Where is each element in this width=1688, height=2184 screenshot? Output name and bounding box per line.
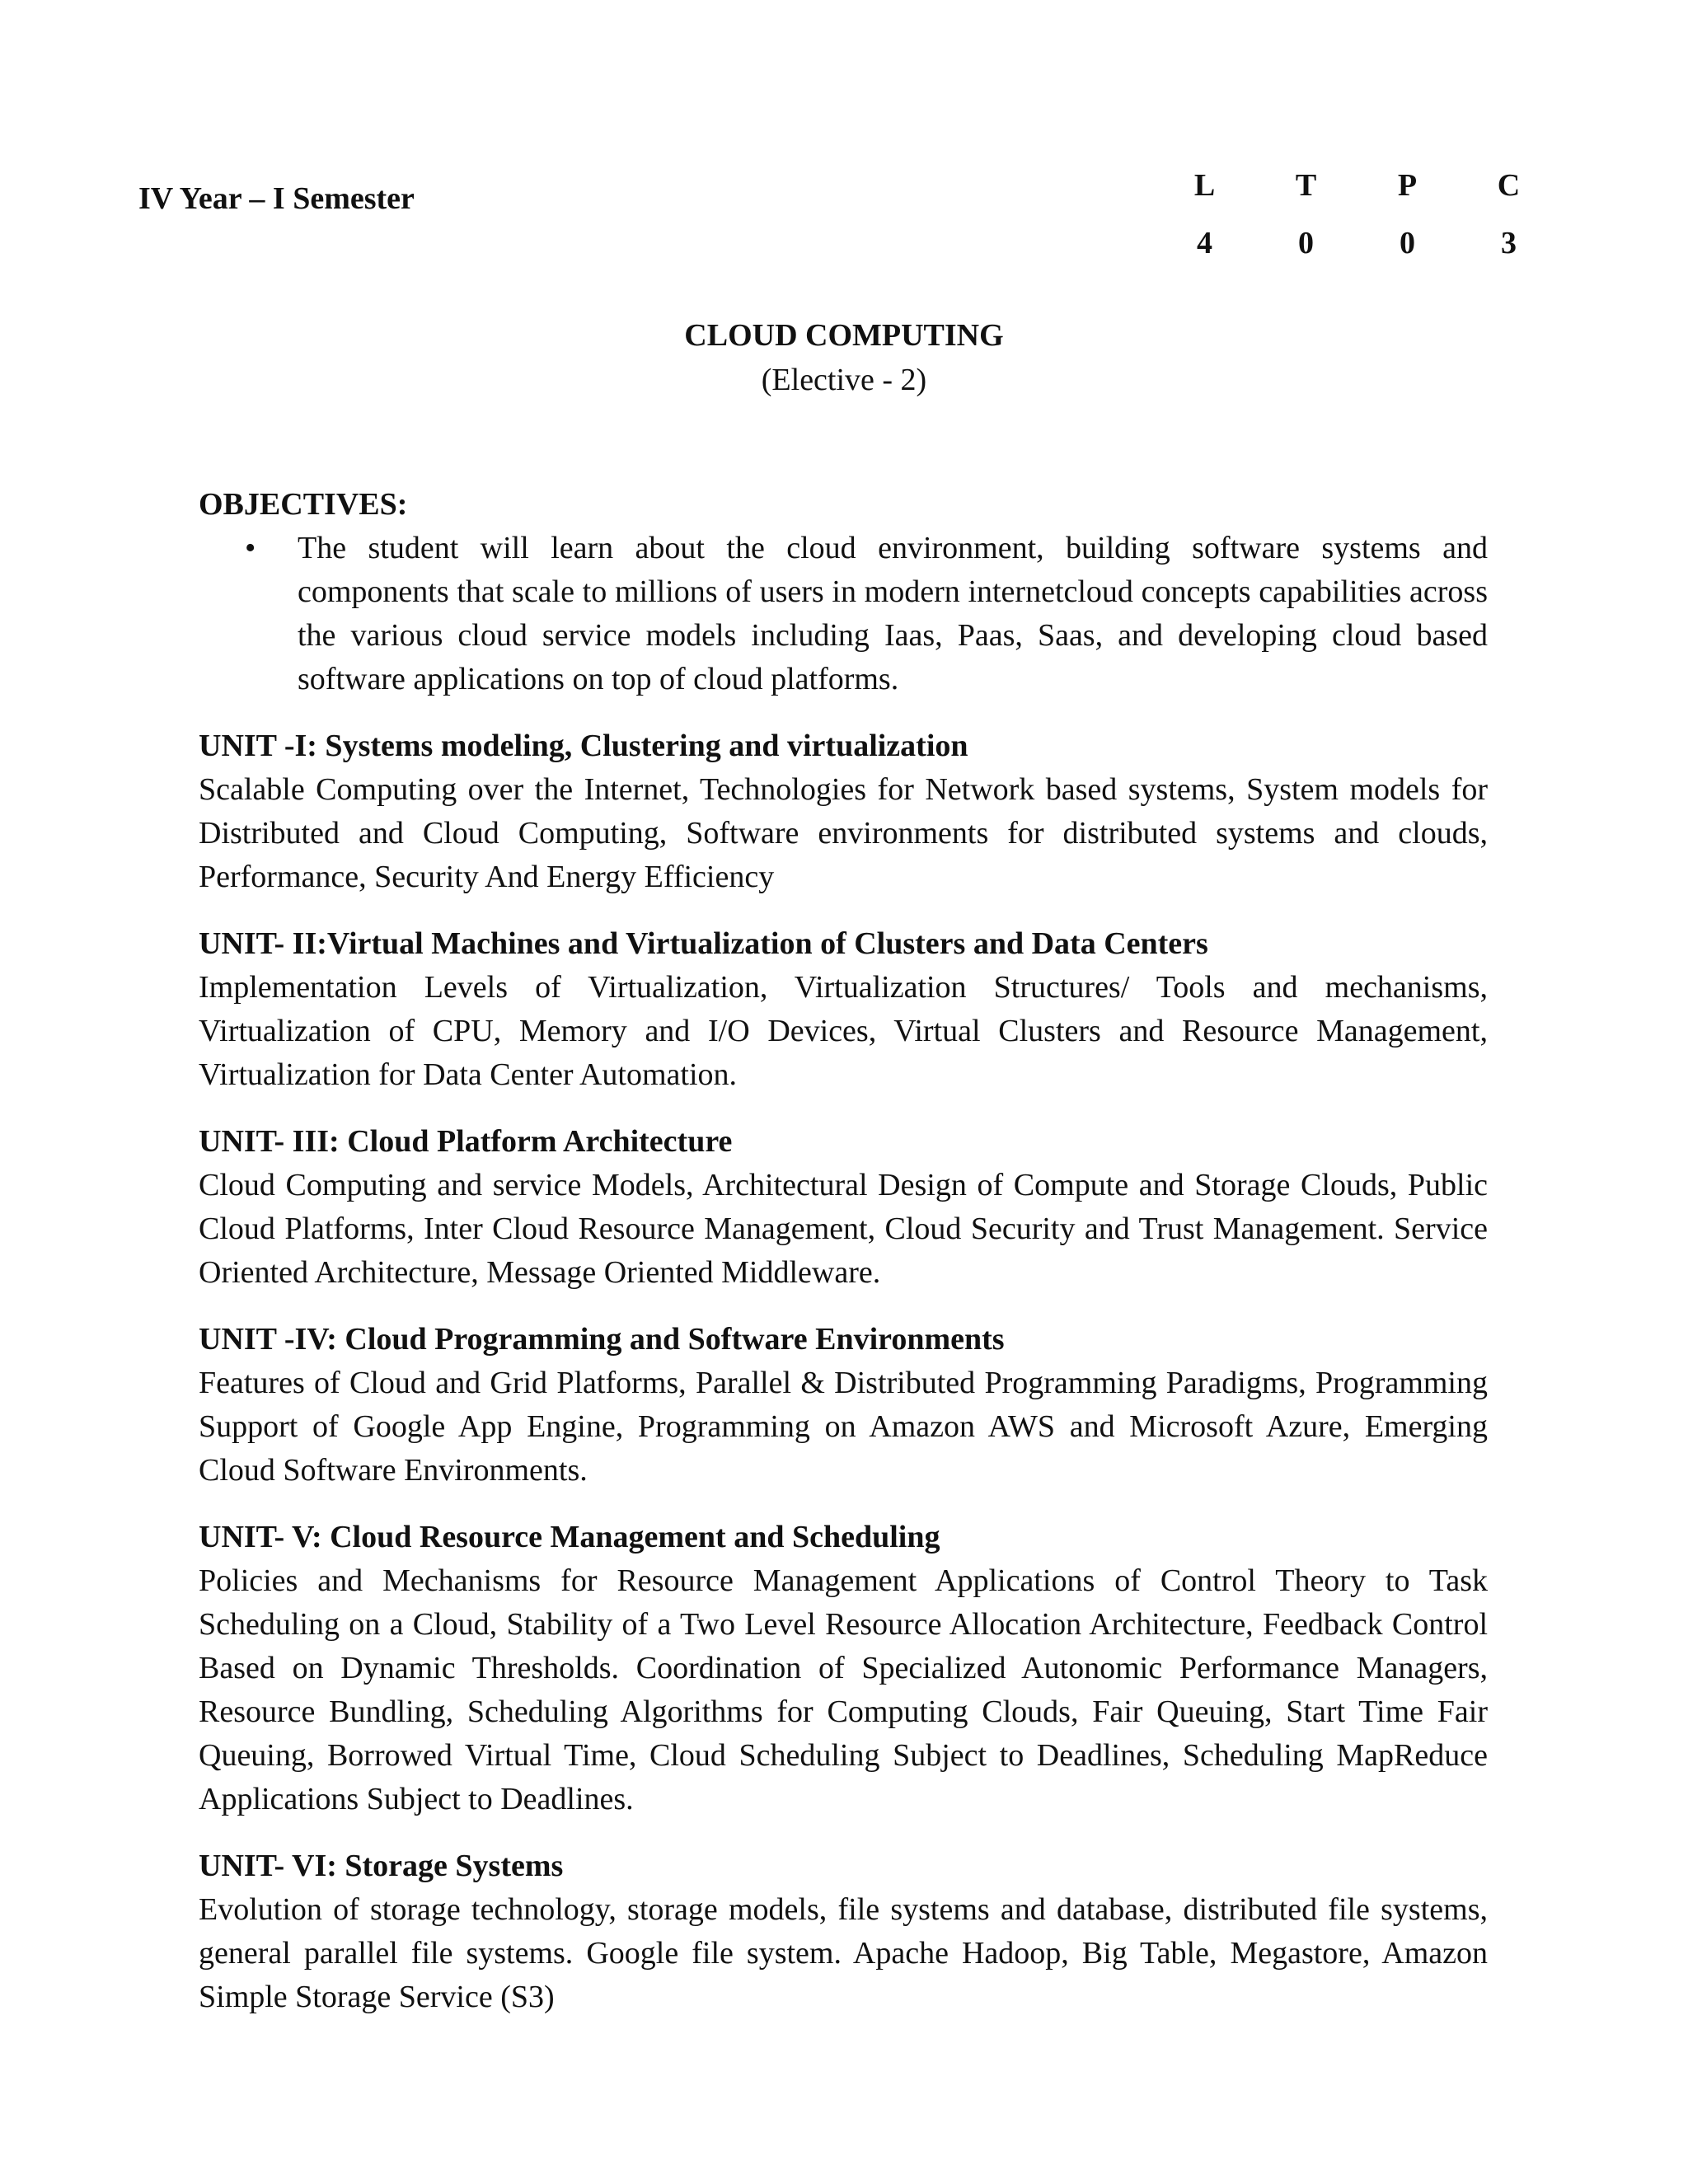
course-title: CLOUD COMPUTING bbox=[684, 318, 1004, 353]
ltpc-value-p: 0 bbox=[1400, 226, 1415, 260]
unit-title: UNIT- V: Cloud Resource Management and Scheduling bbox=[199, 1520, 940, 1554]
unit-body: Evolution of storage technology, storage models, file systems and database, distributed file systems, general parallel file systems. Google file system. Apache Hadoop, Big Table, Megastore, Amazon Simple Storage Service (S3) bbox=[199, 1892, 1488, 2014]
unit-2 bbox=[199, 922, 1488, 1097]
unit-body: Scalable Computing over the Internet, Technologies for Network based systems, System models for Distributed and Cloud Computing, Software environments for distributed systems and clouds, Performance, Security And Energy Efficiency bbox=[199, 772, 1488, 894]
course-subtitle: (Elective - 2) bbox=[761, 363, 927, 397]
unit-title: UNIT- II:Virtual Machines and Virtualization of Clusters and Data Centers bbox=[199, 926, 1208, 961]
ltpc-label-t: T bbox=[1295, 168, 1317, 203]
unit-body: Cloud Computing and service Models, Architectural Design of Compute and Storage Clouds, Public Cloud Platforms, Inter Cloud Resource Management, Cloud Security and Trust Management. Service Oriented Architecture, Message Oriented Middleware. bbox=[199, 1168, 1488, 1290]
unit-body: Implementation Levels of Virtualization, Virtualization Structures/ Tools and mechanisms, Virtualization of CPU, Memory and I/O Devices, Virtual Clusters and Resource Management, Virtualization for Data Center Automation. bbox=[199, 970, 1488, 1092]
ltpc-label-p: P bbox=[1397, 168, 1418, 203]
ltpc-label-l: L bbox=[1193, 168, 1216, 203]
ltpc-table bbox=[1154, 157, 1559, 272]
ltpc-value-l: 4 bbox=[1197, 226, 1212, 260]
ltpc-labels-row bbox=[1154, 157, 1559, 214]
unit-title: UNIT- III: Cloud Platform Architecture bbox=[199, 1124, 733, 1159]
syllabus-content bbox=[199, 483, 1488, 2019]
unit-5 bbox=[199, 1516, 1488, 1821]
course-title-block bbox=[0, 313, 1688, 402]
unit-6 bbox=[199, 1844, 1488, 2019]
unit-title: UNIT -IV: Cloud Programming and Software Environments bbox=[199, 1322, 1005, 1357]
ltpc-label-c: C bbox=[1497, 168, 1521, 203]
ltpc-value-c: 3 bbox=[1501, 226, 1517, 260]
semester-label: IV Year – I Semester bbox=[138, 181, 415, 216]
objective-text: The student will learn about the cloud environment, building software systems and components that scale to millions of users in modern internetcloud concepts capabilities across the various cloud service models including Iaas, Paas, Saas, and developing cloud based software applications on top of cloud platforms. bbox=[298, 531, 1488, 696]
unit-4 bbox=[199, 1318, 1488, 1493]
unit-body: Policies and Mechanisms for Resource Management Applications of Control Theory to Task Scheduling on a Cloud, Stability of a Two Level Resource Allocation Architecture, Feedback Control Based on Dynamic Thresholds. Coordination of Specialized Autonomic Performance Managers, Resource Bundling, Scheduling Algorithms for Computing Clouds, Fair Queuing, Start Time Fair Queuing, Borrowed Virtual Time, Cloud Scheduling Subject to Deadlines, Scheduling MapReduce Applications Subject to Deadlines. bbox=[199, 1563, 1488, 1816]
unit-title: UNIT -I: Systems modeling, Clustering and virtualization bbox=[199, 729, 968, 763]
unit-3 bbox=[199, 1120, 1488, 1295]
unit-1 bbox=[199, 724, 1488, 899]
objectives-list bbox=[199, 527, 1488, 701]
ltpc-values-row bbox=[1154, 214, 1559, 272]
objectives-heading: OBJECTIVES: bbox=[199, 487, 408, 522]
unit-title: UNIT- VI: Storage Systems bbox=[199, 1849, 564, 1883]
objective-item bbox=[199, 527, 1488, 701]
bullet-icon: • bbox=[245, 531, 256, 565]
unit-body: Features of Cloud and Grid Platforms, Parallel & Distributed Programming Paradigms, Programming Support of Google App Engine, Programming on Amazon AWS and Microsoft Azure, Emerging Cloud Software Environments. bbox=[199, 1366, 1488, 1488]
ltpc-value-t: 0 bbox=[1298, 226, 1314, 260]
